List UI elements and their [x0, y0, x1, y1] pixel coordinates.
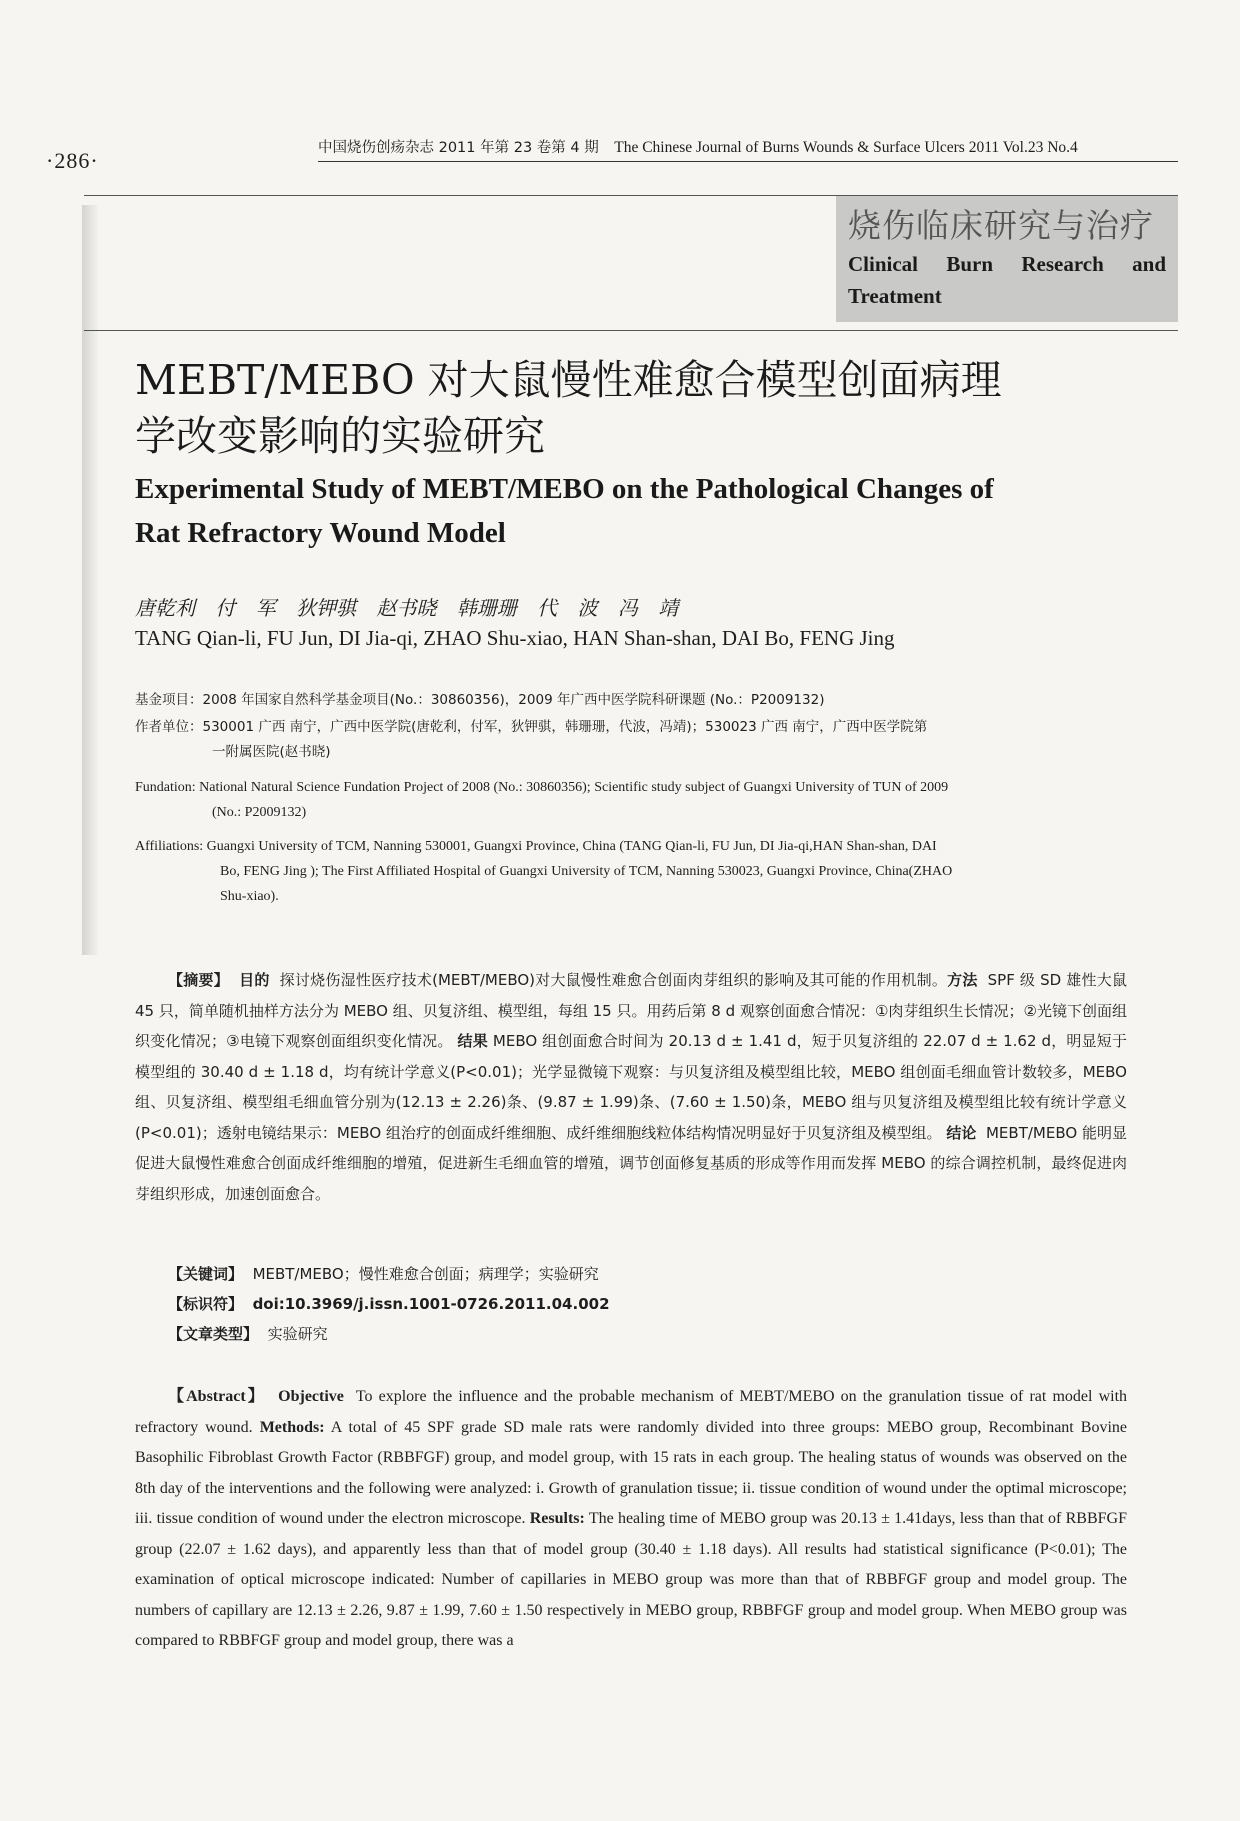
column-title-cn: 烧伤临床研究与治疗 [848, 206, 1154, 245]
article-type-line [168, 1323, 328, 1344]
page-number: ·286· [46, 148, 99, 173]
affiliation-cn-line-2: 一附属医院(赵书晓) [212, 744, 331, 760]
objective-cn-text: 探讨烧伤湿性医疗技术(MEBT/MEBO)对大鼠慢性难愈合创面肉芽组织的影响及其可能的作用机制。 [279, 971, 948, 989]
objective-en-text: To explore the influence and the probable mechanism of MEBT/MEBO on the granulation tissue of rat model with refractory wound. [135, 1388, 1128, 1436]
authors-en: TANG Qian-li, FU Jun, DI Jia-qi, ZHAO Shu-xiao, HAN Shan-shan, DAI Bo, FENG Jing [135, 626, 895, 650]
affiliation-en-line-2: Bo, FENG Jing ); The First Affiliated Hospital of Guangxi University of TCM, Nanning 530023, Guangxi Province, China(ZHAO [220, 864, 953, 879]
keywords-line [168, 1263, 599, 1284]
fund-en [135, 775, 1125, 825]
identifier-line [168, 1293, 610, 1314]
fund-cn [135, 688, 1125, 713]
results-cn-text: MEBO 组创面愈合时间为 20.13 d ± 1.41 d，短于贝复济组的 22.07 d ± 1.62 d，明显短于模型组的 30.40 d ± 1.18 d，均有统计学意义(P<0.01)；光学显微镜下观察：与贝复济组及模型组比较，MEBO 组创面毛细血管计数较多，MEBO 组、贝复济组、模型组毛细血管分别为(12.13 ± 2.26)条、(9.87 ± 1.99)条、(7.60 ± 1.50)条，MEBO 组与贝复济组及模型组比较有统计学意义(P<0.01)；透射电镜结果示：MEBO 组治疗的创面成纤维细胞、成纤维细胞线粒体结构情况明显好于贝复济组及模型组。 [135, 1032, 1127, 1142]
fund-en-line-2: (No.: P2009132) [212, 805, 307, 820]
affiliation-en [135, 834, 1125, 909]
binding-shadow [82, 205, 98, 955]
authors-cn: 唐乾利 付 军 狄钾骐 赵书晓 韩珊珊 代 波 冯 靖 [135, 596, 679, 620]
title-en-line-1: Experimental Study of MEBT/MEBO on the Pathological Changes of [135, 473, 994, 505]
abstract-en-label: 【Abstract】 [168, 1388, 266, 1405]
fund-en-line-1: Fundation: National Natural Science Fundation Project of 2008 (No.: 30860356); Scientific study subject of Guangxi University of TUN of 2009 [135, 780, 949, 795]
title-cn-line-1: MEBT/MEBO 对大鼠慢性难愈合模型创面病理 [135, 356, 1002, 404]
column-banner [836, 196, 1178, 322]
results-cn-label: 结果 [457, 1032, 488, 1050]
affiliation-cn [135, 715, 1125, 765]
methods-en-label: Methods: [259, 1418, 325, 1436]
title-en-line-2: Rat Refractory Wound Model [135, 517, 506, 549]
affiliation-en-line-1: Affiliations: Guangxi University of TCM, Nanning 530001, Guangxi Province, China (TANG Qian-li, FU Jun, DI Jia-qi,HAN Shan-shan, DAI [135, 839, 937, 854]
column-title-en: Clinical Burn Research and Treatment [848, 252, 1166, 308]
doi-value: doi:10.3969/j.issn.1001-0726.2011.04.002 [252, 1295, 610, 1313]
abstract-cn-label: 【摘要】 [168, 971, 230, 989]
identifier-label: 【标识符】 [168, 1295, 244, 1313]
conclusion-cn-text: MEBT/MEBO 能明显促进大鼠慢性难愈合创面成纤维细胞的增殖，促进新生毛细血管的增殖，调节创面修复基质的形成等作用而发挥 MEBO 的综合调控机制，最终促进肉芽组织形成，加速创面愈合。 [135, 1123, 1127, 1203]
article-type-label: 【文章类型】 [168, 1325, 259, 1343]
banner-rule [84, 330, 1178, 331]
fund-cn-text: 基金项目：2008 年国家自然科学基金项目(No.：30860356)，2009 年广西中医学院科研课题 (No.：P2009132) [135, 692, 825, 708]
abstract-cn [135, 965, 1127, 1209]
journal-name-cn: 中国烧伤创疡杂志 2011 年第 23 卷第 4 期 [318, 140, 599, 156]
article-type-value: 实验研究 [267, 1325, 328, 1343]
keywords-value: MEBT/MEBO；慢性难愈合创面；病理学；实验研究 [252, 1265, 599, 1283]
objective-en-label: Objective [278, 1388, 344, 1405]
methods-cn-text: SPF 级 SD 雄性大鼠 45 只，简单随机抽样方法分为 MEBO 组、贝复济组、模型组，每组 15 只。用药后第 8 d 观察创面愈合情况：①肉芽组织生长情况；②光镜下创面组织变化情况；③电镜下观察创面组织变化情况。 [135, 971, 1127, 1050]
methods-cn-label: 方法 [947, 971, 978, 989]
affiliation-en-line-3: Shu-xiao). [220, 889, 279, 904]
results-en-label: Results: [529, 1510, 585, 1527]
affiliation-cn-line-1: 作者单位：530001 广西 南宁，广西中医学院(唐乾利，付军，狄钾骐，韩珊珊，代波，冯靖)；530023 广西 南宁，广西中医学院第 [135, 719, 928, 735]
methods-en-text: A total of 45 SPF grade SD male rats were randomly divided into three groups: MEBO group, Recombinant Bovine Basophilic Fibroblast Growth Factor (RBBFGF) group, and model group, with 15 rats in each group. The healing status of wounds was observed on the 8th day of the interventions and the following were analyzed: i. Growth of granulation tissue; ii. tissue condition of wound under the optimal microscope; iii. tissue condition of wound under the electron microscope. [135, 1418, 1128, 1527]
title-cn-line-2: 学改变影响的实验研究 [135, 412, 545, 460]
article-title-cn [135, 352, 1115, 464]
running-head [318, 136, 1178, 162]
abstract-en [135, 1382, 1127, 1657]
results-en-text: The healing time of MEBO group was 20.13 ± 1.41days, less than that of RBBFGF group (22.07 ± 1.62 days), and apparently less than that of model group (30.40 ± 1.18 days). All results had statistical significance (P<0.01); The examination of optical microscope indicated: Number of capillaries in MEBO group was more than that of RBBFGF group and model group. The numbers of capillary are 12.13 ± 2.26, 9.87 ± 1.99, 7.60 ± 1.50 respectively in MEBO group, RBBFGF group and model group. When MEBO group was compared to RBBFGF group and model group, there was a [135, 1510, 1128, 1649]
journal-name-en: The Chinese Journal of Burns Wounds & Surface Ulcers 2011 Vol.23 No.4 [614, 139, 1078, 156]
conclusion-cn-label: 结论 [946, 1123, 977, 1142]
article-title-en [135, 467, 1095, 555]
keywords-label: 【关键词】 [168, 1265, 244, 1283]
objective-cn-label: 目的 [239, 971, 270, 989]
